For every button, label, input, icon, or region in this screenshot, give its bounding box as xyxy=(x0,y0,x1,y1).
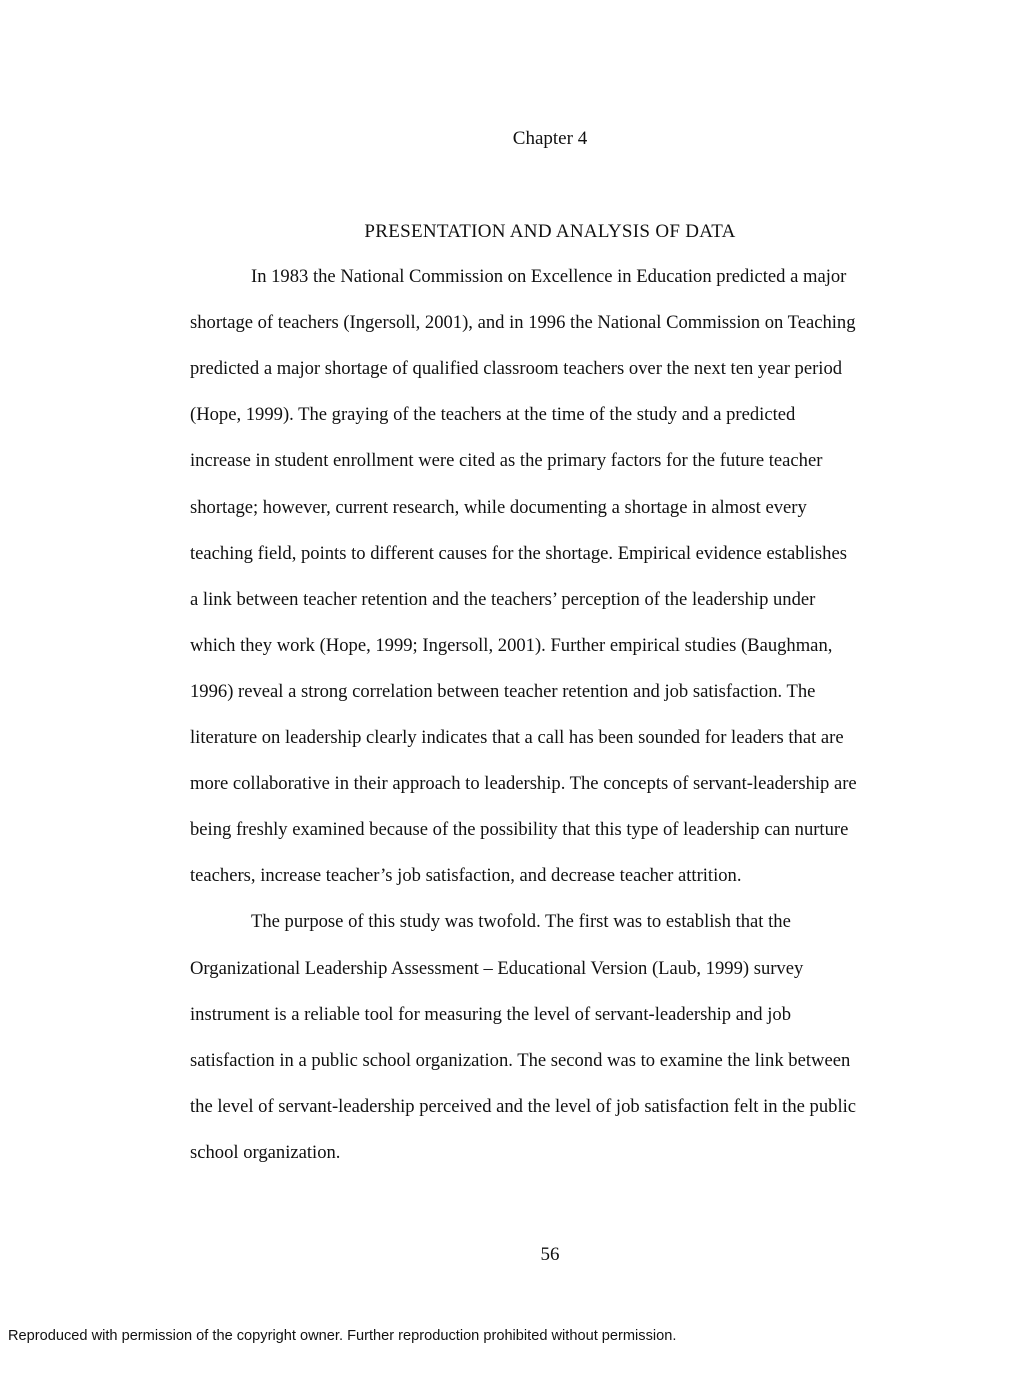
paragraph-line: predicted a major shortage of qualified classroom teachers over the next ten year period xyxy=(190,358,843,379)
paragraph-line: instrument is a reliable tool for measuring the level of servant-leadership and job xyxy=(190,1004,792,1025)
paragraph-line: which they work (Hope, 1999; Ingersoll, 2001). Further empirical studies (Baughman, xyxy=(190,635,833,656)
chapter-title: Chapter 4 xyxy=(512,128,588,149)
paragraph-line: In 1983 the National Commission on Excellence in Education predicted a major xyxy=(251,266,847,287)
paragraph-line: teachers, increase teacher’s job satisfaction, and decrease teacher attrition. xyxy=(190,865,742,886)
paragraph-line: shortage; however, current research, while documenting a shortage in almost every xyxy=(190,497,807,518)
paragraph-line: school organization. xyxy=(190,1142,341,1163)
copyright-notice: Reproduced with permission of the copyright owner. Further reproduction prohibited without permission. xyxy=(8,1328,677,1344)
paragraph-line: teaching field, points to different causes for the shortage. Empirical evidence establishes xyxy=(190,543,847,564)
page-number: 56 xyxy=(540,1244,560,1265)
paragraph-line: literature on leadership clearly indicates that a call has been sounded for leaders that are xyxy=(190,727,844,748)
paragraph-line: The purpose of this study was twofold. The first was to establish that the xyxy=(251,911,791,932)
paragraph-line: increase in student enrollment were cited as the primary factors for the future teacher xyxy=(190,450,823,471)
paragraph-line: the level of servant-leadership perceived and the level of job satisfaction felt in the public xyxy=(190,1096,857,1117)
paragraph-line: (Hope, 1999). The graying of the teachers at the time of the study and a predicted xyxy=(190,404,796,425)
paragraph-line: shortage of teachers (Ingersoll, 2001), and in 1996 the National Commission on Teaching xyxy=(190,312,856,333)
section-title: PRESENTATION AND ANALYSIS OF DATA xyxy=(364,221,736,242)
paragraph-line: a link between teacher retention and the teachers’ perception of the leadership under xyxy=(190,589,816,610)
paragraph-line: satisfaction in a public school organization. The second was to examine the link between xyxy=(190,1050,851,1071)
paragraph-line: 1996) reveal a strong correlation between teacher retention and job satisfaction. The xyxy=(190,681,816,702)
paragraph-line: Organizational Leadership Assessment – Educational Version (Laub, 1999) survey xyxy=(190,958,804,979)
paragraph-line: being freshly examined because of the possibility that this type of leadership can nurture xyxy=(190,819,849,840)
paragraph-line: more collaborative in their approach to leadership. The concepts of servant-leadership are xyxy=(190,773,857,794)
